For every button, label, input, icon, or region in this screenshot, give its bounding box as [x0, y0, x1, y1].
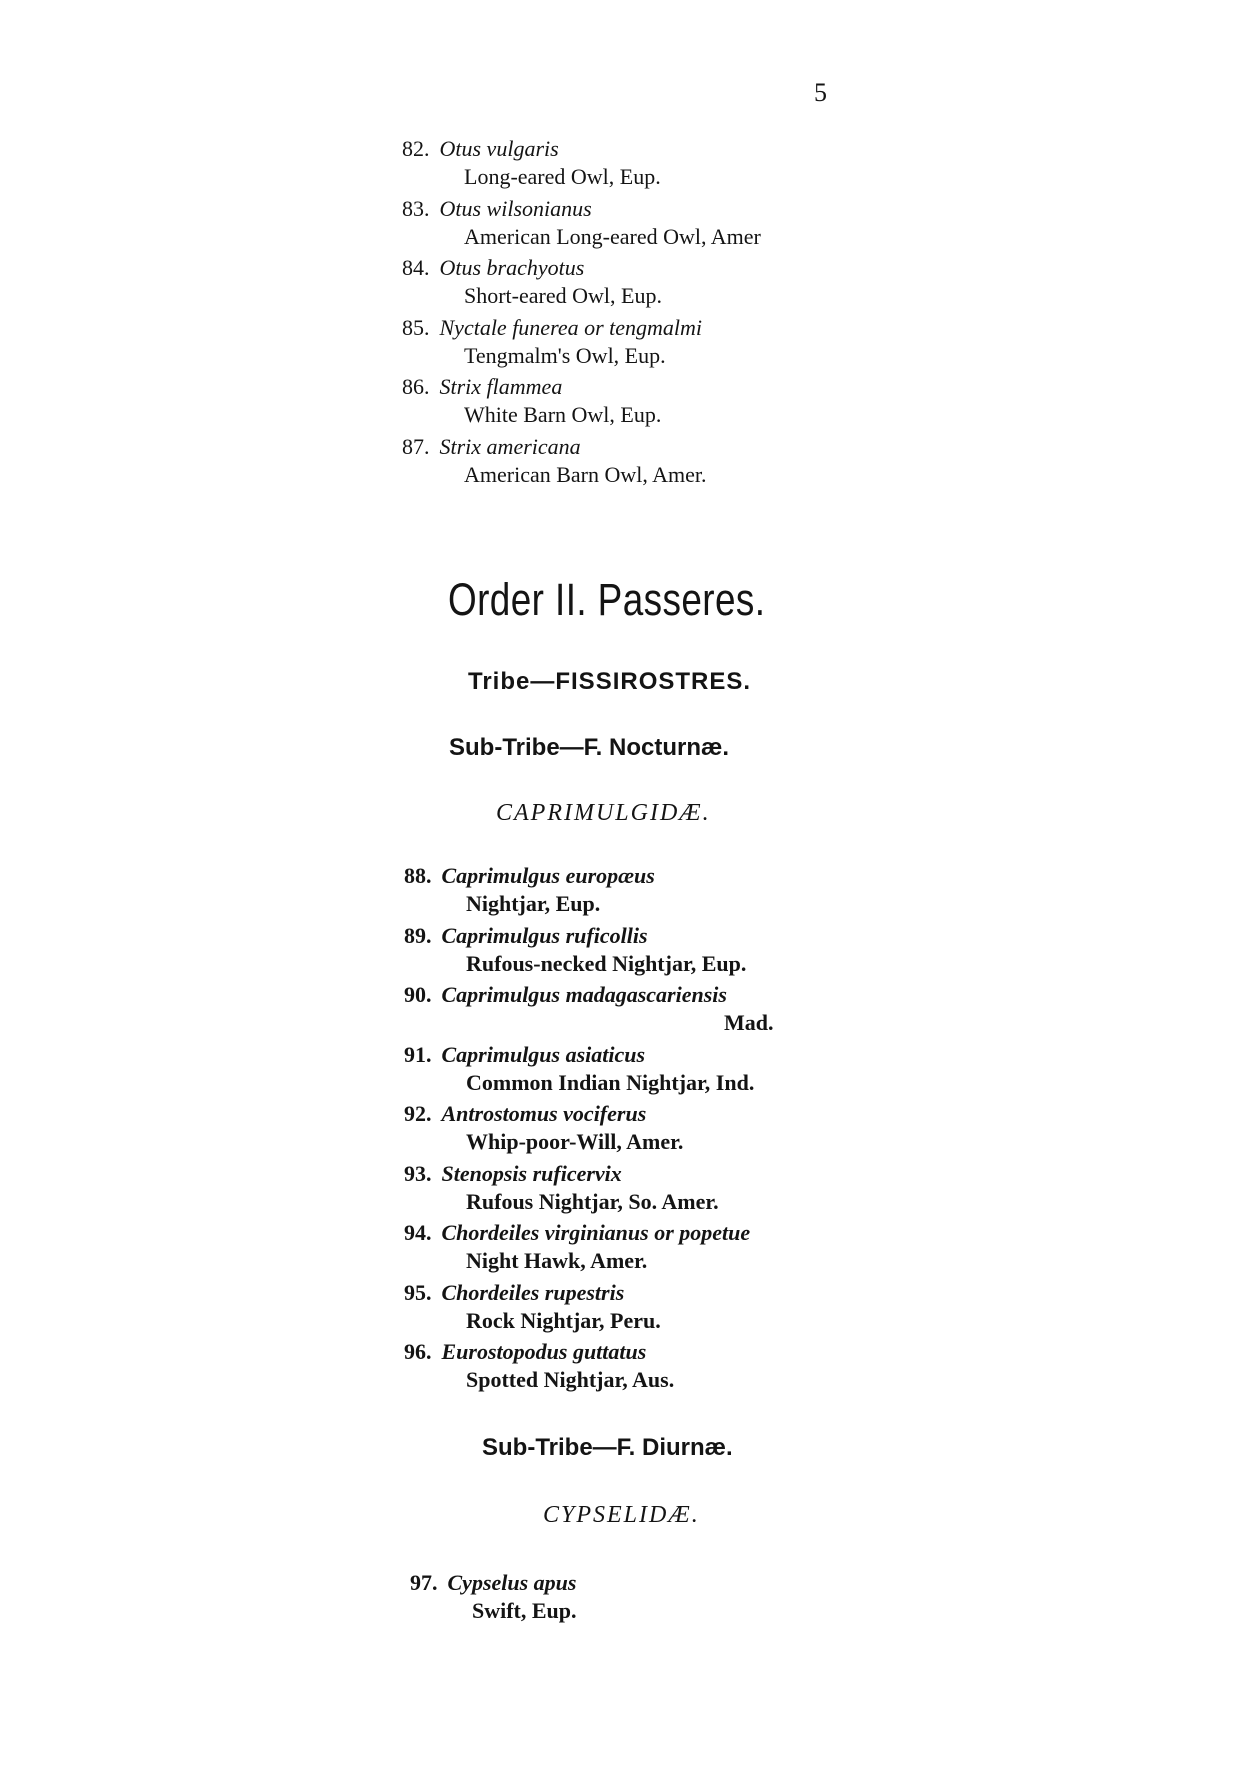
entry-number: 89.: [404, 922, 432, 948]
entry-number: 87.: [402, 433, 430, 459]
swift-entry-list: [410, 1570, 577, 1624]
scientific-name: Nyctale funerea or tengmalmi: [439, 314, 703, 340]
scientific-name: Otus vulgaris: [439, 136, 559, 161]
entry-number: 93.: [404, 1160, 432, 1186]
scientific-name: Caprimulgus asiaticus: [441, 1041, 646, 1067]
family-heading-cypselidae: CYPSELIDÆ.: [543, 1502, 700, 1528]
entry-number: 83.: [402, 195, 430, 221]
species-entry: [404, 982, 774, 1042]
scientific-name: Otus wilsonianus: [439, 195, 592, 221]
common-name: White Barn Owl, Eup.: [464, 402, 662, 427]
species-entry: [404, 1220, 774, 1280]
scientific-name: Caprimulgus madagascariensis: [441, 982, 727, 1007]
common-name: Tengmalm's Owl, Eup.: [464, 342, 666, 368]
species-entry: [402, 315, 761, 375]
scientific-name: Antrostomus vociferus: [441, 1101, 647, 1126]
species-entry: [402, 434, 761, 494]
scientific-name: Stenopsis ruficervix: [441, 1160, 622, 1186]
common-name: Common Indian Nightjar, Ind.: [466, 1069, 755, 1095]
entry-number: 95.: [404, 1279, 432, 1305]
scientific-name: Caprimulgus europæus: [441, 863, 655, 888]
common-name: American Barn Owl, Amer.: [464, 461, 707, 487]
entry-number: 88.: [404, 863, 432, 888]
common-name: Nightjar, Eup.: [466, 891, 601, 916]
species-entry: [402, 374, 761, 434]
scientific-name: Chordeiles rupestris: [441, 1279, 625, 1305]
entry-number: 97.: [410, 1570, 438, 1595]
scientific-name: Cypselus apus: [447, 1570, 577, 1595]
species-entry: [404, 923, 774, 983]
species-entry: [402, 255, 761, 315]
order-heading: Order II. Passeres.: [448, 574, 766, 625]
species-entry: [410, 1570, 577, 1624]
species-entry: [404, 1280, 774, 1340]
entry-number: 86.: [402, 374, 430, 399]
species-entry: [402, 196, 761, 256]
family-heading: CAPRIMULGIDÆ.: [496, 800, 711, 826]
common-name: Whip-poor-Will, Amer.: [466, 1129, 684, 1154]
species-entry: [404, 1101, 774, 1161]
scientific-name: Strix americana: [439, 433, 581, 459]
common-name: Rock Nightjar, Peru.: [466, 1307, 661, 1333]
species-entry: [404, 1339, 774, 1399]
scientific-name: Eurostopodus guttatus: [441, 1339, 647, 1364]
subtribe-heading-diurnae: Sub-Tribe—F. Diurnæ.: [482, 1434, 733, 1461]
region-abbreviation: Mad.: [724, 1010, 774, 1035]
scientific-name: Chordeiles virginianus or popetue: [441, 1220, 751, 1245]
entry-number: 82.: [402, 136, 430, 161]
owl-entry-list: [402, 136, 761, 493]
species-entry: [404, 863, 774, 923]
common-name: Rufous Nightjar, So. Amer.: [466, 1188, 719, 1214]
subtribe-heading: Sub-Tribe—F. Nocturnæ.: [449, 734, 730, 761]
common-name: Long-eared Owl, Eup.: [464, 164, 661, 189]
entry-number: 92.: [404, 1101, 432, 1126]
common-name: Spotted Nightjar, Aus.: [466, 1367, 675, 1392]
entry-number: 96.: [404, 1339, 432, 1364]
common-name: Short-eared Owl, Eup.: [464, 283, 662, 308]
scientific-name: Otus brachyotus: [439, 255, 585, 280]
species-entry: [402, 136, 761, 196]
species-entry: [404, 1042, 774, 1102]
scientific-name: Caprimulgus ruficollis: [441, 922, 648, 948]
tribe-heading: Tribe—FISSIROSTRES.: [468, 668, 752, 695]
entry-number: 85.: [402, 314, 430, 340]
common-name: Rufous-necked Nightjar, Eup.: [466, 950, 747, 976]
common-name: Night Hawk, Amer.: [466, 1248, 648, 1273]
entry-number: 91.: [404, 1041, 432, 1067]
nightjar-entry-list: [404, 863, 774, 1399]
page-number: 5: [814, 78, 827, 107]
entry-number: 90.: [404, 982, 432, 1007]
common-name: American Long-eared Owl, Amer: [464, 223, 761, 249]
entry-number: 94.: [404, 1220, 432, 1245]
entry-number: 84.: [402, 255, 430, 280]
scientific-name: Strix flammea: [439, 374, 563, 399]
species-entry: [404, 1161, 774, 1221]
common-name: Swift, Eup.: [472, 1598, 577, 1623]
